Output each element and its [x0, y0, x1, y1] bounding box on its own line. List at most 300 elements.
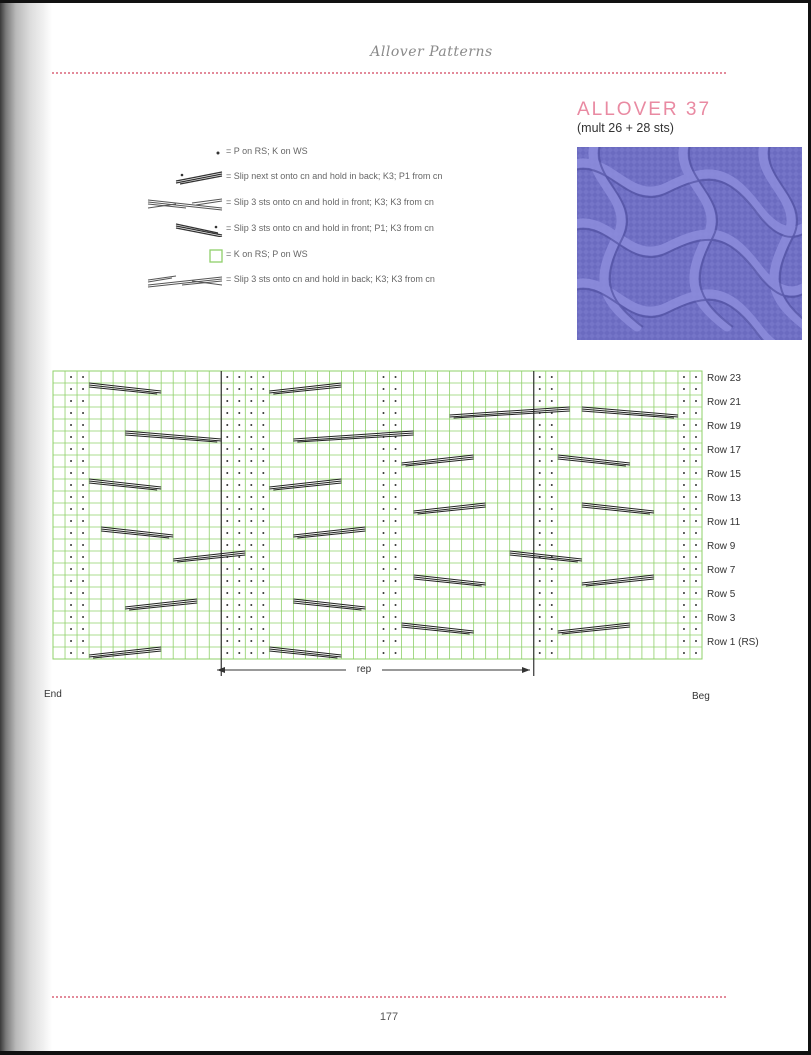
purl-dot	[82, 520, 84, 522]
purl-dot	[383, 484, 385, 486]
purl-dot	[70, 424, 72, 426]
row-label: Row 17	[707, 445, 741, 456]
legend-text: = Slip 3 sts onto cn and hold in back; K3; K3 from cn	[226, 274, 435, 284]
row-label: Row 1 (RS)	[707, 637, 759, 648]
purl-dot	[82, 484, 84, 486]
purl-dot	[695, 580, 697, 582]
purl-dot	[539, 448, 541, 450]
purl-dot	[395, 460, 397, 462]
purl-dot	[683, 616, 685, 618]
purl-dot	[551, 604, 553, 606]
purl-dot	[226, 520, 228, 522]
purl-dot	[238, 628, 240, 630]
purl-dot	[238, 544, 240, 546]
purl-dot	[262, 652, 264, 654]
purl-dot	[383, 520, 385, 522]
purl-dot	[539, 592, 541, 594]
purl-dot	[683, 460, 685, 462]
chart-grid	[53, 371, 702, 676]
purl-dot	[238, 616, 240, 618]
purl-dot	[395, 592, 397, 594]
purl-dot	[250, 592, 252, 594]
purl-dot	[262, 508, 264, 510]
page-number: 177	[379, 1011, 399, 1023]
purl-dot	[695, 544, 697, 546]
scan-frame-bottom	[0, 1051, 811, 1055]
purl-dot	[695, 472, 697, 474]
purl-dot	[226, 472, 228, 474]
purl-dot	[539, 508, 541, 510]
purl-dot	[539, 640, 541, 642]
purl-dot	[695, 640, 697, 642]
purl-dot	[82, 568, 84, 570]
purl-dot	[82, 580, 84, 582]
purl-dot	[70, 640, 72, 642]
purl-dot	[250, 424, 252, 426]
purl-dot	[395, 556, 397, 558]
purl-dot	[238, 448, 240, 450]
purl-dot	[383, 424, 385, 426]
purl-dot	[250, 544, 252, 546]
purl-dot	[683, 520, 685, 522]
purl-dot	[551, 544, 553, 546]
purl-dot	[226, 592, 228, 594]
purl-dot	[70, 436, 72, 438]
purl-dot	[695, 460, 697, 462]
purl-dot	[250, 640, 252, 642]
purl-dot	[695, 520, 697, 522]
purl-dot	[226, 460, 228, 462]
purl-dot	[70, 652, 72, 654]
purl-dot	[82, 400, 84, 402]
purl-dot	[551, 628, 553, 630]
purl-dot	[683, 412, 685, 414]
purl-dot	[539, 472, 541, 474]
purl-dot	[226, 568, 228, 570]
purl-dot	[226, 532, 228, 534]
purl-dot	[551, 592, 553, 594]
purl-dot	[70, 604, 72, 606]
purl-dot	[238, 424, 240, 426]
purl-dot	[551, 484, 553, 486]
purl-dot	[395, 568, 397, 570]
legend-text: = P on RS; K on WS	[226, 146, 308, 156]
purl-dot	[226, 448, 228, 450]
purl-dot	[262, 472, 264, 474]
purl-dot	[262, 388, 264, 390]
purl-dot	[238, 652, 240, 654]
purl-dot	[262, 424, 264, 426]
purl-dot	[395, 580, 397, 582]
purl-dot	[70, 412, 72, 414]
purl-dot	[695, 592, 697, 594]
purl-dot	[70, 388, 72, 390]
purl-dot	[82, 556, 84, 558]
purl-dot	[238, 580, 240, 582]
purl-dot	[695, 616, 697, 618]
purl-dot	[250, 460, 252, 462]
purl-dot	[551, 568, 553, 570]
purl-dot	[683, 436, 685, 438]
purl-dot	[262, 556, 264, 558]
purl-dot	[238, 592, 240, 594]
purl-dot	[262, 376, 264, 378]
purl-dot	[250, 556, 252, 558]
row-label: Row 3	[707, 613, 736, 624]
purl-dot	[250, 628, 252, 630]
row-label: Row 5	[707, 589, 736, 600]
purl-dot	[395, 628, 397, 630]
purl-dot	[383, 496, 385, 498]
purl-dot	[238, 400, 240, 402]
purl-dot	[250, 400, 252, 402]
purl-dot	[82, 640, 84, 642]
purl-dot	[695, 628, 697, 630]
purl-dot	[395, 376, 397, 378]
purl-dot	[82, 448, 84, 450]
purl-dot	[262, 616, 264, 618]
purl-dot	[262, 412, 264, 414]
purl-dot	[250, 376, 252, 378]
purl-dot	[70, 376, 72, 378]
purl-dot	[551, 424, 553, 426]
purl-dot	[695, 424, 697, 426]
purl-dot	[226, 640, 228, 642]
purl-dot	[395, 412, 397, 414]
purl-dot	[238, 496, 240, 498]
purl-dot	[539, 532, 541, 534]
purl-dot	[70, 544, 72, 546]
purl-dot	[395, 652, 397, 654]
purl-dot	[539, 544, 541, 546]
purl-dot	[695, 400, 697, 402]
purl-dot	[695, 508, 697, 510]
purl-dot	[250, 520, 252, 522]
purl-dot	[383, 532, 385, 534]
purl-dot	[683, 652, 685, 654]
purl-dot	[82, 436, 84, 438]
purl-dot	[395, 544, 397, 546]
purl-dot	[82, 532, 84, 534]
purl-dot	[683, 448, 685, 450]
purl-dot	[539, 388, 541, 390]
purl-dot	[539, 436, 541, 438]
purl-dot	[82, 388, 84, 390]
purl-dot	[226, 412, 228, 414]
running-header: Allover Patterns	[370, 44, 493, 60]
purl-dot	[226, 424, 228, 426]
purl-dot	[551, 460, 553, 462]
purl-dot	[683, 376, 685, 378]
purl-dot	[82, 652, 84, 654]
legend-text: = K on RS; P on WS	[226, 249, 308, 259]
purl-dot	[238, 412, 240, 414]
purl-dot	[383, 592, 385, 594]
purl-dot	[383, 580, 385, 582]
purl-dot	[383, 544, 385, 546]
purl-dot	[250, 580, 252, 582]
purl-dot	[383, 652, 385, 654]
row-label: Row 11	[707, 517, 741, 528]
purl-dot	[695, 652, 697, 654]
purl-dot	[226, 544, 228, 546]
purl-dot	[539, 376, 541, 378]
purl-dot	[683, 592, 685, 594]
purl-dot	[226, 628, 228, 630]
purl-dot	[250, 616, 252, 618]
purl-dot	[238, 556, 240, 558]
purl-dot	[683, 388, 685, 390]
legend-text: = Slip next st onto cn and hold in back; K3; P1 from cn	[226, 171, 443, 181]
purl-dot	[262, 448, 264, 450]
purl-dot	[70, 532, 72, 534]
purl-dot	[262, 436, 264, 438]
purl-dot	[683, 568, 685, 570]
purl-dot	[262, 400, 264, 402]
purl-dot	[695, 436, 697, 438]
purl-dot	[383, 616, 385, 618]
purl-dot	[238, 532, 240, 534]
end-label: End	[44, 689, 62, 700]
purl-dot	[539, 460, 541, 462]
purl-dot	[226, 400, 228, 402]
purl-dot	[226, 484, 228, 486]
purl-dot	[250, 448, 252, 450]
legend-text: = Slip 3 sts onto cn and hold in front; K3; K3 from cn	[226, 197, 434, 207]
purl-dot	[262, 580, 264, 582]
purl-dot	[383, 628, 385, 630]
purl-dot	[551, 616, 553, 618]
purl-dot	[683, 484, 685, 486]
purl-dot	[262, 568, 264, 570]
purl-dot	[383, 400, 385, 402]
purl-dot	[695, 568, 697, 570]
pattern-title: ALLOVER 37	[577, 99, 712, 120]
purl-dot	[238, 604, 240, 606]
purl-dot	[539, 580, 541, 582]
purl-dot	[383, 472, 385, 474]
purl-dot	[383, 460, 385, 462]
purl-dot	[683, 472, 685, 474]
purl-dot	[395, 424, 397, 426]
purl-dot	[695, 556, 697, 558]
purl-dot	[250, 532, 252, 534]
purl-dot	[250, 436, 252, 438]
purl-dot	[551, 508, 553, 510]
purl-dot	[262, 520, 264, 522]
purl-dot	[551, 400, 553, 402]
purl-dot	[395, 616, 397, 618]
purl-dot	[551, 388, 553, 390]
row-label: Row 23	[707, 373, 741, 384]
bottom-divider	[52, 996, 726, 998]
purl-dot	[82, 460, 84, 462]
purl-dot	[551, 448, 553, 450]
purl-dot	[238, 568, 240, 570]
purl-dot	[226, 496, 228, 498]
purl-dot	[250, 412, 252, 414]
purl-dot	[551, 376, 553, 378]
purl-dot	[262, 496, 264, 498]
purl-dot	[539, 568, 541, 570]
purl-dot	[695, 484, 697, 486]
purl-dot	[695, 448, 697, 450]
purl-dot	[695, 496, 697, 498]
purl-dot	[250, 496, 252, 498]
purl-dot	[695, 388, 697, 390]
purl-dot	[70, 628, 72, 630]
purl-dot	[262, 628, 264, 630]
purl-dot	[539, 616, 541, 618]
purl-dot	[395, 472, 397, 474]
purl-dot	[383, 604, 385, 606]
purl-dot	[82, 616, 84, 618]
purl-dot	[539, 520, 541, 522]
purl-dot	[695, 532, 697, 534]
purl-dot	[262, 592, 264, 594]
purl-dot	[395, 388, 397, 390]
purl-dot	[395, 508, 397, 510]
purl-dot	[262, 640, 264, 642]
purl-dot	[70, 484, 72, 486]
purl-dot	[82, 376, 84, 378]
purl-dot	[82, 592, 84, 594]
purl-dot	[683, 640, 685, 642]
row-label: Row 13	[707, 493, 741, 504]
purl-dot	[226, 652, 228, 654]
purl-dot	[70, 616, 72, 618]
chart-row-labels	[707, 373, 759, 648]
purl-dot	[226, 604, 228, 606]
purl-dot	[551, 532, 553, 534]
purl-dot	[226, 580, 228, 582]
purl-dot	[683, 556, 685, 558]
purl-dot	[70, 568, 72, 570]
purl-dot	[695, 376, 697, 378]
purl-dot	[539, 424, 541, 426]
purl-dot	[551, 652, 553, 654]
purl-dot	[238, 376, 240, 378]
purl-dot	[70, 460, 72, 462]
purl-dot	[551, 580, 553, 582]
row-label: Row 15	[707, 469, 741, 480]
purl-dot	[551, 436, 553, 438]
purl-dot	[383, 448, 385, 450]
purl-dot	[70, 592, 72, 594]
row-label: Row 19	[707, 421, 741, 432]
purl-dot	[539, 400, 541, 402]
purl-dot	[262, 544, 264, 546]
purl-dot	[551, 520, 553, 522]
purl-dot	[238, 508, 240, 510]
purl-dot	[70, 496, 72, 498]
pattern-multiple: (mult 26 + 28 sts)	[577, 121, 674, 135]
purl-dot	[683, 508, 685, 510]
purl-dot	[250, 508, 252, 510]
purl-dot	[226, 508, 228, 510]
purl-dot	[70, 400, 72, 402]
purl-dot	[238, 520, 240, 522]
purl-dot	[238, 460, 240, 462]
purl-dot	[226, 376, 228, 378]
purl-dot	[395, 496, 397, 498]
purl-dot	[551, 472, 553, 474]
purl-dot	[238, 472, 240, 474]
row-label: Row 21	[707, 397, 741, 408]
purl-dot	[250, 652, 252, 654]
purl-dot	[383, 568, 385, 570]
purl-dot	[226, 388, 228, 390]
purl-dot	[551, 496, 553, 498]
purl-dot	[683, 400, 685, 402]
purl-dot	[70, 448, 72, 450]
purl-dot	[226, 616, 228, 618]
purl-dot	[262, 604, 264, 606]
purl-dot	[82, 628, 84, 630]
purl-dot	[262, 460, 264, 462]
purl-dot	[395, 484, 397, 486]
purl-dot	[695, 412, 697, 414]
purl-dot	[82, 604, 84, 606]
beg-label: Beg	[692, 691, 710, 702]
purl-dot	[383, 640, 385, 642]
purl-dot	[395, 532, 397, 534]
purl-dot	[695, 604, 697, 606]
repeat-marker	[217, 662, 530, 676]
purl-dot	[683, 628, 685, 630]
purl-dot	[238, 436, 240, 438]
purl-dot	[70, 580, 72, 582]
purl-dot	[551, 640, 553, 642]
row-label: Row 7	[707, 565, 736, 576]
purl-dot	[383, 412, 385, 414]
purl-dot	[383, 508, 385, 510]
purl-dot	[383, 376, 385, 378]
row-label: Row 9	[707, 541, 736, 552]
purl-dot	[70, 508, 72, 510]
purl-dot	[683, 580, 685, 582]
legend-text: = Slip 3 sts onto cn and hold in front; P1; K3 from cn	[226, 223, 434, 233]
purl-dot	[539, 496, 541, 498]
purl-dot	[82, 412, 84, 414]
purl-dot	[70, 520, 72, 522]
purl-dot	[250, 568, 252, 570]
purl-dot	[539, 484, 541, 486]
purl-dot	[683, 496, 685, 498]
purl-dot	[395, 640, 397, 642]
purl-dot	[539, 604, 541, 606]
purl-dot	[262, 484, 264, 486]
purl-dot	[539, 628, 541, 630]
purl-dot	[683, 424, 685, 426]
purl-dot	[395, 604, 397, 606]
purl-dot	[238, 484, 240, 486]
purl-dot	[395, 400, 397, 402]
purl-dot	[683, 532, 685, 534]
purl-dot	[70, 556, 72, 558]
purl-dot	[250, 388, 252, 390]
purl-dot	[262, 532, 264, 534]
repeat-label: rep	[356, 664, 372, 675]
purl-dot	[383, 388, 385, 390]
purl-dot	[82, 544, 84, 546]
purl-dot	[395, 520, 397, 522]
purl-dot	[250, 604, 252, 606]
purl-dot	[250, 472, 252, 474]
purl-dot	[238, 388, 240, 390]
purl-dot	[383, 556, 385, 558]
purl-dot	[82, 508, 84, 510]
